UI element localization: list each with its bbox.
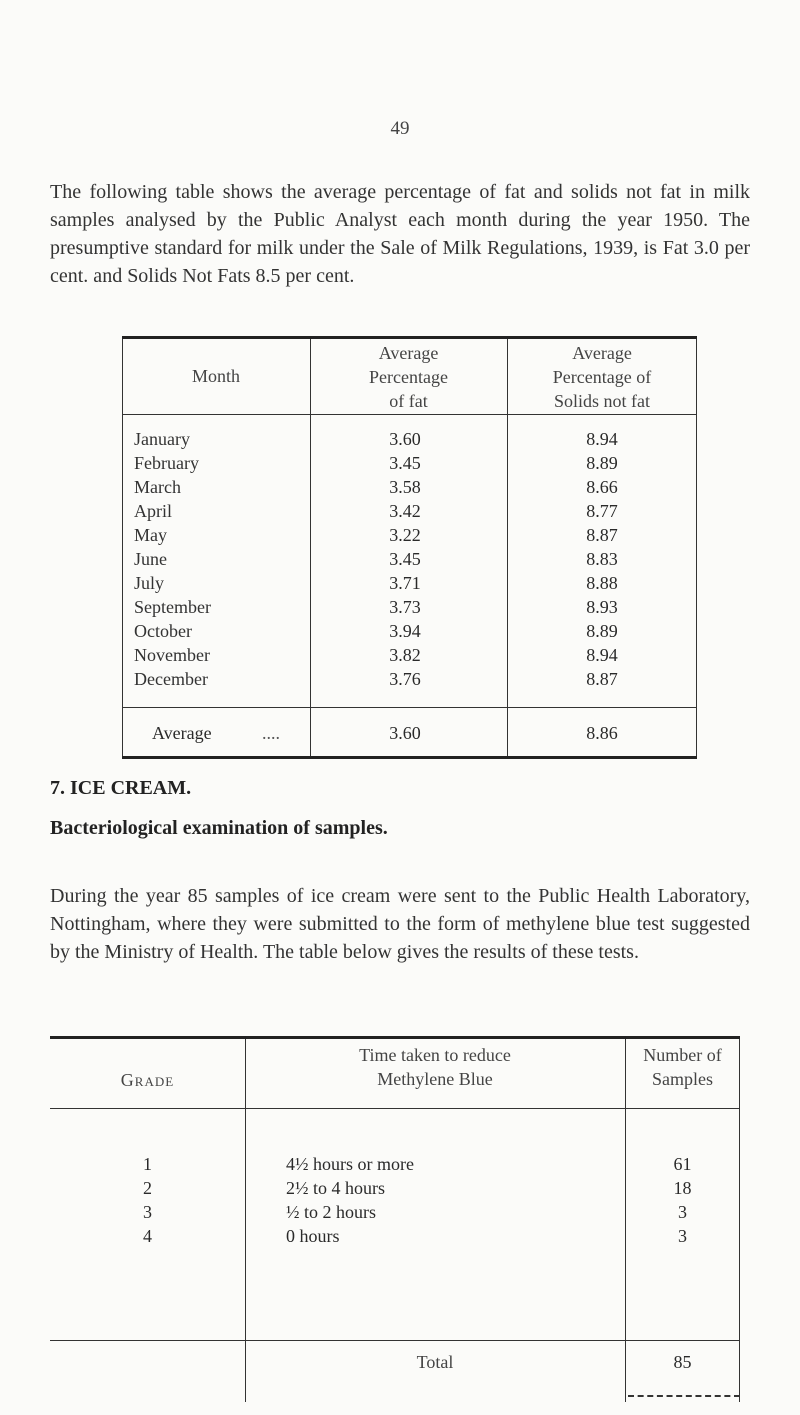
page-number: 49 <box>390 118 410 139</box>
fat-cell: 3.42 <box>389 501 421 521</box>
table-top-rule <box>122 336 697 339</box>
month-cell: July <box>134 573 165 593</box>
table-row <box>50 1152 740 1176</box>
time-cell: ½ to 2 hours <box>286 1202 376 1222</box>
header-solids-line: Percentage of <box>552 367 652 387</box>
table-row <box>122 426 697 452</box>
grade-cell: 1 <box>143 1154 152 1174</box>
table-row <box>50 1224 740 1248</box>
fat-cell: 3.76 <box>389 669 421 689</box>
header-time <box>245 1043 625 1091</box>
grade-cell: 4 <box>143 1226 152 1246</box>
table-row <box>50 1176 740 1200</box>
average-fat: 3.60 <box>389 723 421 743</box>
table-row <box>122 474 697 500</box>
header-number <box>625 1043 740 1091</box>
header-number-line: Number of <box>643 1045 722 1065</box>
time-cell: 0 hours <box>286 1226 340 1246</box>
header-rule <box>50 1108 740 1109</box>
table-row <box>122 618 697 644</box>
ice-cream-table <box>50 1036 740 1402</box>
header-fat-line: Percentage <box>369 367 448 387</box>
month-cell: March <box>134 477 181 497</box>
table-row <box>122 450 697 476</box>
total-value: 85 <box>673 1352 692 1372</box>
header-rule <box>122 414 697 415</box>
grade-cell: 2 <box>143 1178 152 1198</box>
solids-cell: 8.66 <box>586 477 618 497</box>
header-solids-line: Solids not fat <box>553 391 650 411</box>
number-cell: 3 <box>678 1226 687 1246</box>
fat-cell: 3.58 <box>389 477 421 497</box>
number-cell: 3 <box>678 1202 687 1222</box>
table-row <box>122 546 697 572</box>
fat-cell: 3.22 <box>389 525 421 545</box>
table-bottom-rule <box>122 756 697 759</box>
month-cell: October <box>134 621 192 641</box>
solids-cell: 8.83 <box>586 549 618 569</box>
header-solids-line: Average <box>572 343 632 363</box>
average-row <box>122 720 697 746</box>
number-cell: 61 <box>673 1154 692 1174</box>
month-cell: September <box>134 597 211 617</box>
grade-cell: 3 <box>143 1202 152 1222</box>
month-cell: January <box>134 429 190 449</box>
average-rule <box>122 707 697 708</box>
table-row <box>122 642 697 668</box>
solids-cell: 8.93 <box>586 597 618 617</box>
table-row <box>122 594 697 620</box>
table-top-rule <box>50 1036 740 1039</box>
table-row <box>122 570 697 596</box>
total-underline <box>628 1395 740 1397</box>
fat-cell: 3.94 <box>389 621 421 641</box>
header-solids <box>507 341 697 413</box>
header-grade: Grade <box>120 1070 175 1090</box>
month-cell: December <box>134 669 208 689</box>
subheading: Bacteriological examination of samples. <box>50 817 388 839</box>
time-cell: 4½ hours or more <box>286 1154 414 1174</box>
solids-cell: 8.89 <box>586 621 618 641</box>
header-fat-line: Average <box>378 343 439 363</box>
table-row <box>50 1200 740 1224</box>
table-row <box>122 522 697 548</box>
solids-cell: 8.88 <box>586 573 618 593</box>
fat-cell: 3.73 <box>389 597 421 617</box>
solids-cell: 8.89 <box>586 453 618 473</box>
ice-cream-paragraph: During the year 85 samples of ice cream were sent to the Public Health Laboratory, Nottingham, where they were submitted to the form of methylene blue test suggested by the Ministry of Health. The table below gives the results of these tests. <box>50 885 750 963</box>
table-row <box>122 498 697 524</box>
solids-cell: 8.77 <box>586 501 618 521</box>
total-label: Total <box>416 1352 454 1372</box>
solids-cell: 8.87 <box>586 669 618 689</box>
intro-paragraph: The following table shows the average percentage of fat and solids not fat in milk samples analysed by the Public Analyst each month during the year 1950. The presumptive standard for milk under the Sale of Milk Regulations, 1939, is Fat 3.0 per cent. and Solids Not Fats 8.5 per cent. <box>50 181 750 287</box>
month-cell: November <box>134 645 210 665</box>
milk-table <box>122 336 697 759</box>
month-cell: February <box>134 453 199 473</box>
header-time-line: Time taken to reduce <box>359 1045 511 1065</box>
table-row <box>122 666 697 692</box>
month-cell: June <box>134 549 167 569</box>
header-month: Month <box>191 366 240 386</box>
fat-cell: 3.45 <box>389 549 421 569</box>
header-fat <box>310 341 507 413</box>
month-cell: May <box>134 525 167 545</box>
month-cell: April <box>134 501 172 521</box>
fat-cell: 3.60 <box>389 429 421 449</box>
average-leader: .... <box>262 723 280 743</box>
header-number-line: Samples <box>652 1069 713 1089</box>
total-rule <box>50 1340 740 1341</box>
section-title: 7. ICE CREAM. <box>50 777 192 799</box>
solids-cell: 8.94 <box>586 645 618 665</box>
header-fat-line: of fat <box>389 391 428 411</box>
header-time-line: Methylene Blue <box>377 1069 493 1089</box>
solids-cell: 8.94 <box>586 429 618 449</box>
average-label: Average <box>152 723 212 743</box>
fat-cell: 3.71 <box>389 573 421 593</box>
number-cell: 18 <box>673 1178 692 1198</box>
average-solids: 8.86 <box>586 723 618 743</box>
fat-cell: 3.45 <box>389 453 421 473</box>
time-cell: 2½ to 4 hours <box>286 1178 385 1198</box>
solids-cell: 8.87 <box>586 525 618 545</box>
fat-cell: 3.82 <box>389 645 421 665</box>
